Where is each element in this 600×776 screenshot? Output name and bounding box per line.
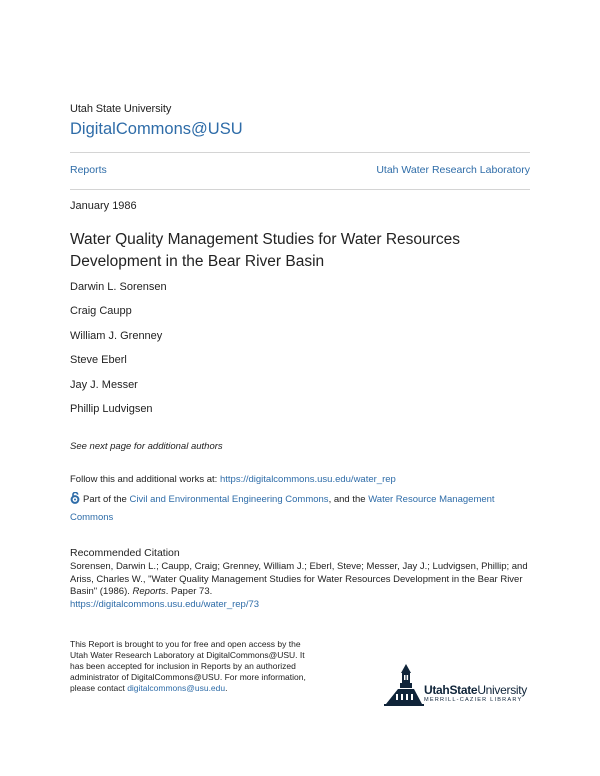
contact-email-link[interactable]: digitalcommons@usu.edu: [127, 683, 226, 693]
part-of-line: [70, 492, 532, 526]
follow-label: Follow this and additional works at:: [70, 474, 220, 485]
open-access-icon: [70, 492, 81, 510]
logo-wordmark: UtahStateUniversity: [424, 683, 527, 697]
reports-link[interactable]: Reports: [70, 164, 107, 176]
logo-subtitle: MERRILL-CAZIER LIBRARY: [424, 697, 523, 703]
author-name: Craig Caupp: [70, 305, 132, 318]
department-link[interactable]: Utah Water Research Laboratory: [376, 164, 530, 176]
follow-line: [70, 474, 396, 485]
citation-paper: . Paper 73.: [165, 586, 213, 597]
citation-heading: Recommended Citation: [70, 547, 180, 559]
author-name: Jay J. Messer: [70, 378, 138, 391]
university-name: Utah State University: [70, 103, 172, 115]
citation-text: [70, 561, 532, 611]
divider: [70, 189, 530, 190]
notice-end: .: [225, 683, 228, 693]
notice-text: This Report is brought to you for free and open access by the Utah Water Research Laboratory at DigitalCommons@USU. It has been accepted for inclusion in Reports by an authorized administrator of DigitalCommons@USU. For more information, please contact: [70, 639, 306, 693]
author-list: [70, 281, 167, 427]
author-name: Darwin L. Sorensen: [70, 281, 167, 293]
document-title: Water Quality Management Studies for Water Resources Development in the Bear River Basin: [70, 231, 460, 270]
citation-url-link[interactable]: https://digitalcommons.usu.edu/water_rep/73: [70, 598, 260, 610]
author-name: Steve Eberl: [70, 354, 127, 367]
access-notice: [70, 639, 310, 694]
author-name: William J. Grenney: [70, 329, 163, 342]
citation-body: Sorensen, Darwin L.; Caupp, Craig; Grenney, William J.; Eberl, Steve; Messer, Jay J.; Ludvigsen, Phillip; and Ariss, Charles W., "Water Quality Management Studies for Water Resources Development in the Bear River Basin" (1986).: [70, 561, 528, 597]
part-of-connector: , and the: [328, 494, 369, 505]
author-name: Phillip Ludvigsen: [70, 402, 153, 415]
part-of-label: Part of the: [83, 494, 130, 505]
repository-link[interactable]: DigitalCommons@USU: [70, 120, 243, 138]
divider: [70, 152, 530, 153]
publication-date: January 1986: [70, 200, 137, 212]
see-next-page-note: See next page for additional authors: [70, 441, 223, 452]
civil-engineering-commons-link[interactable]: Civil and Environmental Engineering Commons: [129, 494, 329, 505]
citation-series: Reports: [132, 586, 166, 597]
follow-url-link[interactable]: https://digitalcommons.usu.edu/water_rep: [219, 474, 396, 485]
water-resource-commons-link[interactable]: Water Resource Management Commons: [70, 494, 495, 523]
